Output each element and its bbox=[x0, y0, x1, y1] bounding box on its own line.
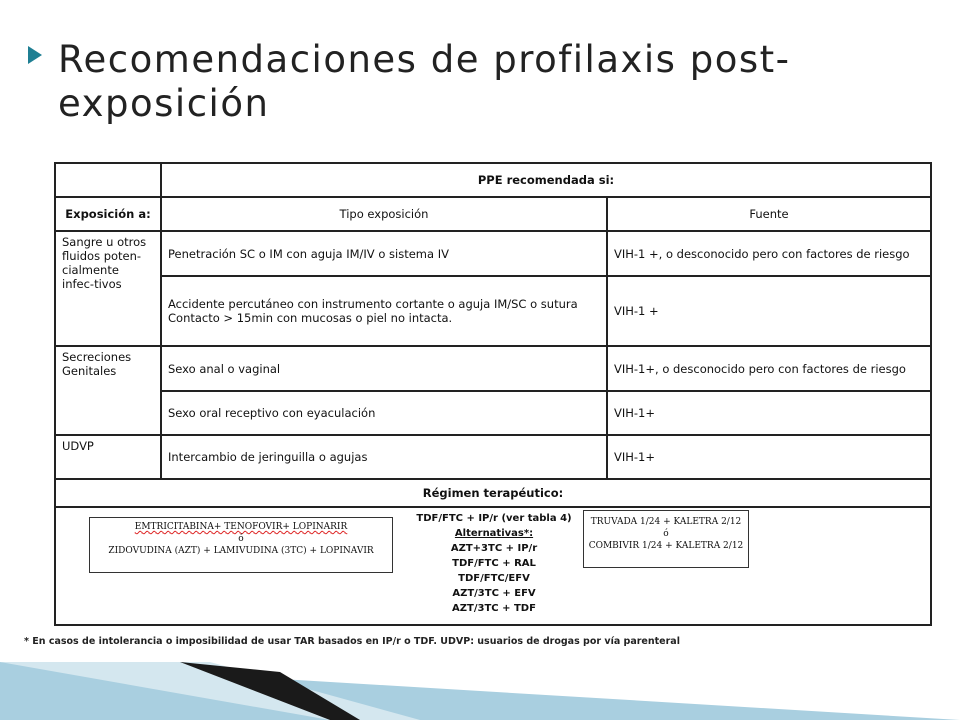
ppe-header: PPE recomendada si: bbox=[161, 163, 931, 197]
footnote: * En casos de intolerancia o imposibilidad de usar TAR basados en IP/r o TDF. UDVP: usuarios de drogas por vía parenteral bbox=[24, 636, 680, 647]
exposicion-sangre: Sangre u otros fluidos poten-cialmente infec-tivos bbox=[55, 231, 161, 346]
tipo-cell: Intercambio de jeringuilla o agujas bbox=[161, 435, 607, 479]
tipo-cell bbox=[161, 276, 607, 346]
alternativa-item: AZT/3TC + EFV bbox=[452, 588, 536, 599]
fuente-cell: VIH-1+, o desconocido pero con factores de riesgo bbox=[607, 346, 931, 391]
regimen-or: ó bbox=[238, 534, 244, 544]
alternativa-item: TDF/FTC/EFV bbox=[458, 573, 530, 584]
regimen-option-line: ZIDOVUDINA (AZT) + LAMIVUDINA (3TC) + LOPINAVIR bbox=[108, 546, 374, 556]
tipo-header: Tipo exposición bbox=[161, 197, 607, 231]
regimen-main: TDF/FTC + IP/r (ver tabla 4) bbox=[416, 513, 572, 524]
regimen-cell bbox=[55, 507, 931, 625]
tipo-cell: Sexo oral receptivo con eyaculación bbox=[161, 391, 607, 435]
tipo-line: Accidente percutáneo con instrumento cortante o aguja IM/SC o sutura bbox=[168, 297, 578, 311]
regimen-header: Régimen terapéutico: bbox=[55, 479, 931, 507]
fuente-cell: VIH-1 + bbox=[607, 276, 931, 346]
exposicion-udvp: UDVP bbox=[55, 435, 161, 479]
empty-corner-cell bbox=[55, 163, 161, 197]
decorative-bottom-band bbox=[0, 662, 960, 720]
tipo-line: Contacto > 15min con mucosas o piel no intacta. bbox=[168, 311, 453, 325]
alternativas-label: Alternativas*: bbox=[454, 528, 534, 539]
regimen-option-box-left bbox=[89, 517, 393, 573]
fuente-cell: VIH-1+ bbox=[607, 391, 931, 435]
exposicion-secreciones: Secreciones Genitales bbox=[55, 346, 161, 435]
alternativa-item: TDF/FTC + RAL bbox=[452, 558, 536, 569]
regimen-option-box-right bbox=[583, 510, 749, 568]
regimen-or: ó bbox=[663, 529, 669, 539]
alternativa-item: AZT/3TC + TDF bbox=[452, 603, 536, 614]
fuente-header: Fuente bbox=[607, 197, 931, 231]
regimen-main-list bbox=[394, 511, 594, 616]
ppe-table bbox=[54, 162, 932, 626]
tipo-cell: Sexo anal o vaginal bbox=[161, 346, 607, 391]
regimen-option-line: COMBIVIR 1/24 + KALETRA 2/12 bbox=[588, 541, 744, 551]
alternativa-item: AZT+3TC + IP/r bbox=[450, 543, 538, 554]
regimen-option-line: TRUVADA 1/24 + KALETRA 2/12 bbox=[590, 517, 742, 527]
exposicion-header: Exposición a: bbox=[55, 197, 161, 231]
slide-title: Recomendaciones de profilaxis post-exposición bbox=[58, 38, 791, 125]
bullet-arrow-icon bbox=[28, 46, 42, 64]
fuente-cell: VIH-1 +, o desconocido pero con factores de riesgo bbox=[607, 231, 931, 276]
regimen-option-line: EMTRICITABINA+ TENOFOVIR+ LOPINARIR bbox=[134, 522, 348, 532]
fuente-cell: VIH-1+ bbox=[607, 435, 931, 479]
tipo-cell: Penetración SC o IM con aguja IM/IV o sistema IV bbox=[161, 231, 607, 276]
